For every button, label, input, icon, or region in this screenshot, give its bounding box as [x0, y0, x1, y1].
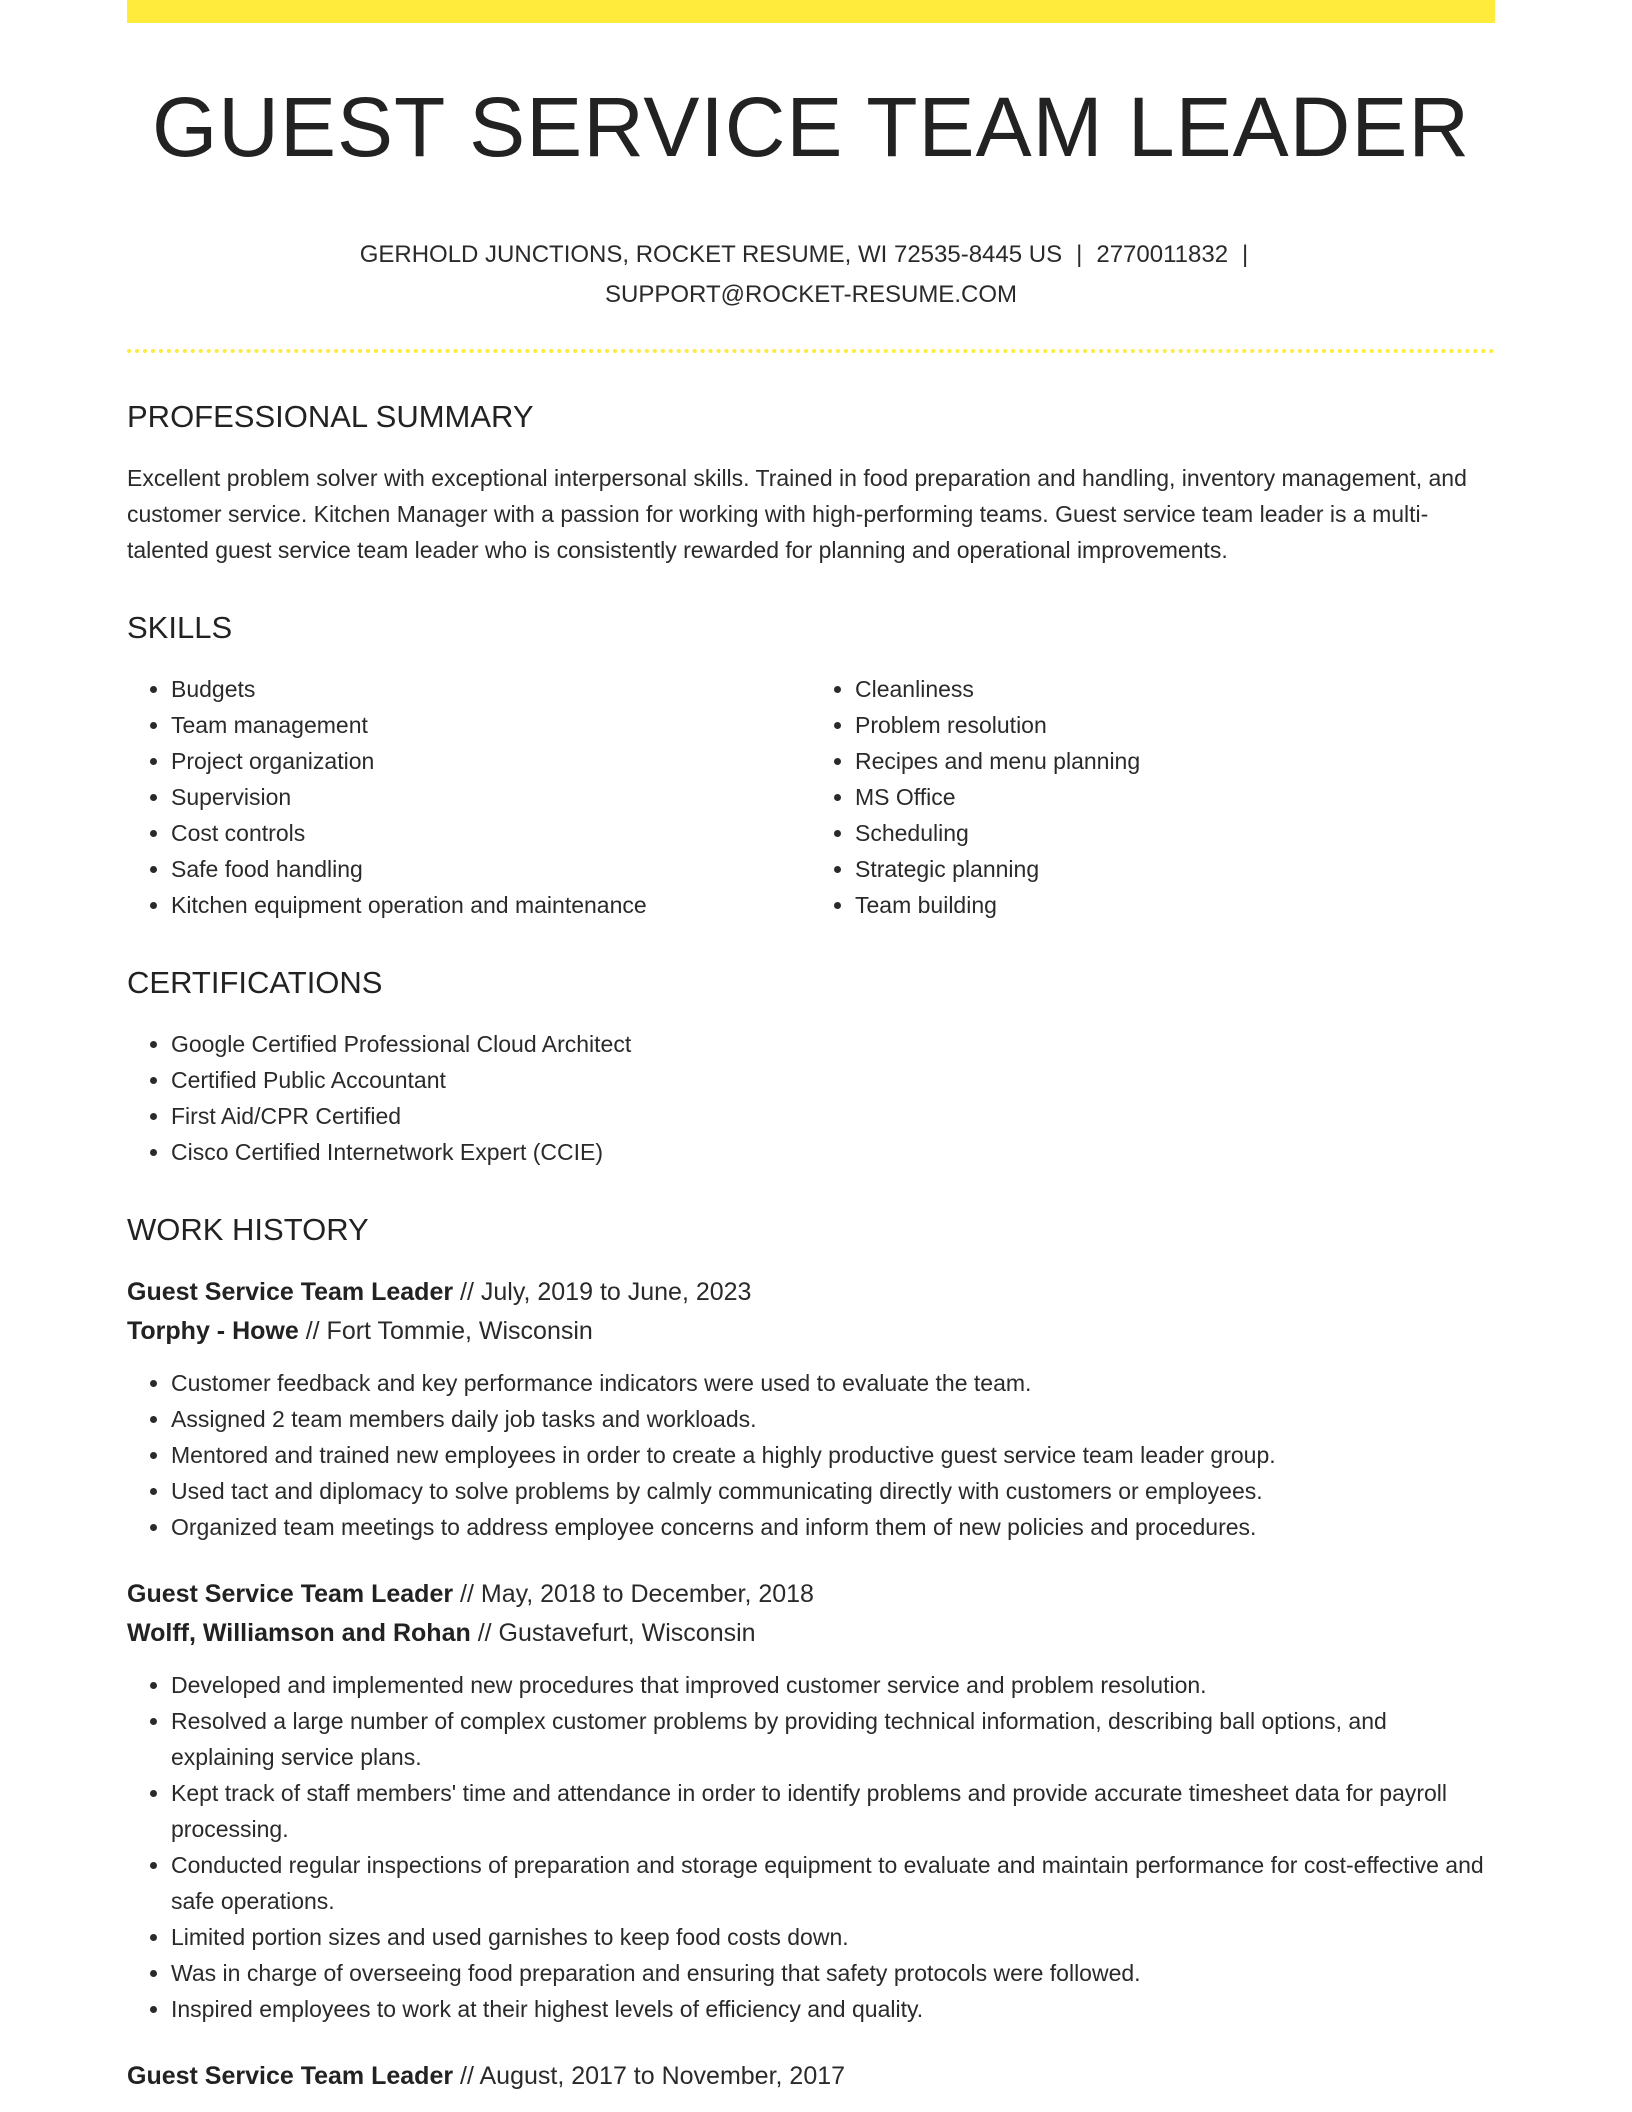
- job-bullet: • Limited portion sizes and used garnishes to keep food costs down.: [171, 1919, 1495, 1955]
- summary-text: Excellent problem solver with exceptional interpersonal skills. Trained in food preparation and handling, inventory management, and customer service. Kitchen Manager with a passion for working with high-performing teams. Guest service team leader is a multi-talented guest service team leader who is consistently rewarded for planning and operational improvements.: [127, 465, 1467, 563]
- job-bullet: • Kept track of staff members' time and attendance in order to identify problems and provide accurate timesheet data for payroll processing.: [171, 1775, 1495, 1847]
- contact-info: [127, 235, 1495, 315]
- skill-item: • Budgets: [171, 671, 811, 707]
- job-dates: // August, 2017 to November, 2017: [460, 2062, 846, 2090]
- job-bullets: [127, 1667, 1495, 2027]
- job-title: Guest Service Team Leader: [127, 1580, 454, 1608]
- skill-item: • Recipes and menu planning: [855, 743, 1495, 779]
- certification-item: • First Aid/CPR Certified: [171, 1098, 1495, 1134]
- skill-item: • MS Office: [855, 779, 1495, 815]
- email: SUPPORT@ROCKET-RESUME.COM: [605, 281, 1017, 308]
- certification-item: • Cisco Certified Internetwork Expert (CCIE): [171, 1134, 1495, 1170]
- job-entry: [127, 1273, 1495, 1545]
- skill-item: • Scheduling: [855, 815, 1495, 851]
- job-company-line: [127, 1311, 1495, 1351]
- summary-heading: PROFESSIONAL SUMMARY: [127, 399, 534, 434]
- job-company: Wolff, Williamson and Rohan: [127, 1619, 471, 1647]
- work-history-heading: WORK HISTORY: [127, 1212, 369, 1247]
- skill-item: • Problem resolution: [855, 707, 1495, 743]
- skill-item: • Team management: [171, 707, 811, 743]
- job-bullet: • Resolved a large number of complex customer problems by providing technical information, describing ball options, and explaining service plans.: [171, 1703, 1495, 1775]
- job-location: // Gustavefurt, Wisconsin: [477, 1619, 756, 1647]
- job-entry: [127, 2057, 1495, 2095]
- job-bullet: • Used tact and diplomacy to solve problems by calmly communicating directly with customers or employees.: [171, 1473, 1495, 1509]
- job-location: // Fort Tommie, Wisconsin: [305, 1317, 593, 1345]
- phone: 2770011832: [1096, 241, 1229, 268]
- job-title: Guest Service Team Leader: [127, 1278, 454, 1306]
- resume-page: [127, 0, 1495, 2095]
- job-bullet: • Inspired employees to work at their highest levels of efficiency and quality.: [171, 1991, 1495, 2027]
- job-dates: // May, 2018 to December, 2018: [460, 1580, 814, 1608]
- job-bullet: • Organized team meetings to address employee concerns and inform them of new policies and procedures.: [171, 1509, 1495, 1545]
- job-entry: [127, 1575, 1495, 2027]
- job-title-line: [127, 1575, 1495, 1613]
- skill-item: • Cleanliness: [855, 671, 1495, 707]
- skill-item: • Kitchen equipment operation and maintenance: [171, 887, 811, 923]
- skill-item: • Cost controls: [171, 815, 811, 851]
- skills-list: [127, 671, 1495, 923]
- separator: |: [1076, 241, 1083, 268]
- contact-line-2: [127, 275, 1495, 315]
- job-title-line: [127, 1273, 1495, 1311]
- skill-item: • Project organization: [171, 743, 811, 779]
- job-title: Guest Service Team Leader: [127, 2062, 454, 2090]
- skills-column-right: [811, 671, 1495, 923]
- job-bullets: [127, 1365, 1495, 1545]
- contact-line-1: [127, 235, 1495, 275]
- address: GERHOLD JUNCTIONS, ROCKET RESUME, WI 72535-8445 US: [359, 241, 1063, 268]
- skill-item: • Strategic planning: [855, 851, 1495, 887]
- skill-item: • Team building: [855, 887, 1495, 923]
- certification-item: • Google Certified Professional Cloud Architect: [171, 1026, 1495, 1062]
- dotted-divider: [127, 349, 1495, 353]
- job-bullet: • Assigned 2 team members daily job tasks and workloads.: [171, 1401, 1495, 1437]
- job-bullet: • Was in charge of overseeing food preparation and ensuring that safety protocols were followed.: [171, 1955, 1495, 1991]
- top-accent-bar: [127, 0, 1495, 23]
- skills-heading: SKILLS: [127, 610, 233, 645]
- job-dates: // July, 2019 to June, 2023: [460, 1278, 752, 1306]
- skill-item: • Safe food handling: [171, 851, 811, 887]
- certification-item: • Certified Public Accountant: [171, 1062, 1495, 1098]
- job-bullet: • Conducted regular inspections of preparation and storage equipment to evaluate and maintain performance for cost-effective and safe operations.: [171, 1847, 1495, 1919]
- certifications-heading: CERTIFICATIONS: [127, 965, 383, 1000]
- job-company-line: [127, 1613, 1495, 1653]
- job-bullet: • Customer feedback and key performance indicators were used to evaluate the team.: [171, 1365, 1495, 1401]
- separator: |: [1242, 241, 1249, 268]
- job-bullet: • Developed and implemented new procedures that improved customer service and problem resolution.: [171, 1667, 1495, 1703]
- job-company: Torphy - Howe: [127, 1317, 299, 1345]
- skill-item: • Supervision: [171, 779, 811, 815]
- job-bullet: • Mentored and trained new employees in order to create a highly productive guest service team leader group.: [171, 1437, 1495, 1473]
- resume-name: GUEST SERVICE TEAM LEADER: [151, 80, 1471, 174]
- skills-column-left: [127, 671, 811, 923]
- job-title-line: [127, 2057, 1495, 2095]
- certifications-list: [127, 1026, 1495, 1170]
